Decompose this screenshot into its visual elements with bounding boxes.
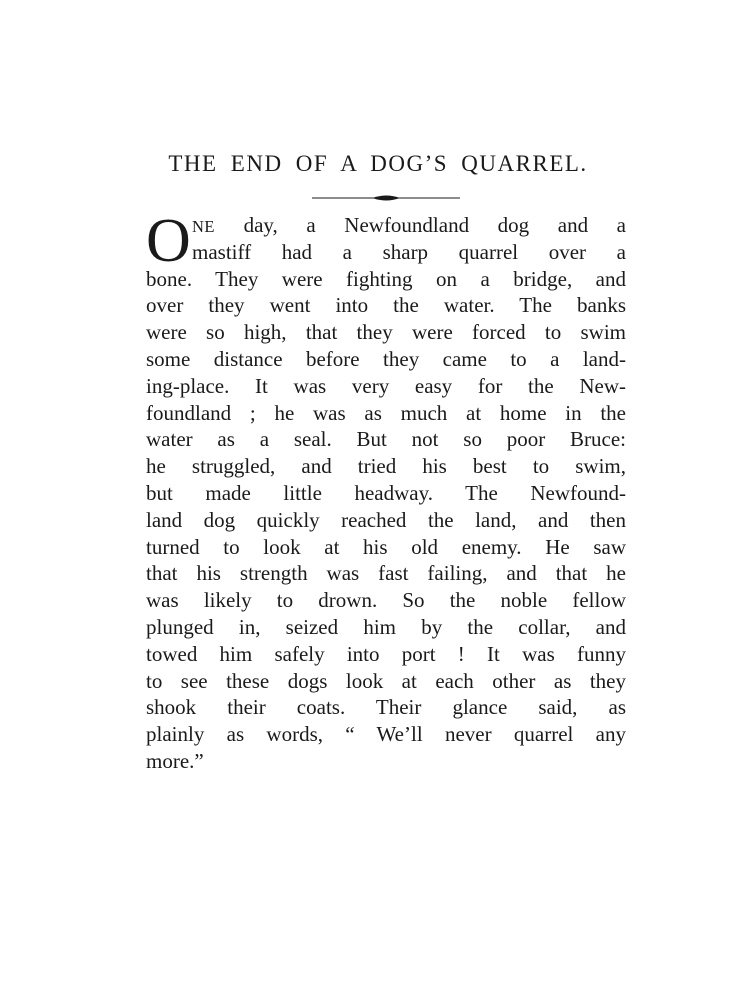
text-line: that his strength was fast failing, and that he [146,561,626,586]
drop-cap: O [146,207,191,275]
text-line: he struggled, and tried his best to swim, [146,454,626,479]
title-ornament-rule [312,194,460,202]
text-line [146,212,626,239]
text-line: turned to look at his old enemy. He saw [146,534,626,559]
text-line: more.” [146,748,204,773]
text-line: but made little headway. The Newfound- [146,480,626,505]
text-line-content: day, a Newfoundland dog and a [215,213,626,237]
text-line: shook their coats. Their glance said, as [146,695,626,720]
text-line: towed him safely into port ! It was funny [146,641,626,666]
text-line: some distance before they came to a land- [146,346,626,371]
text-line: to see these dogs look at each other as they [146,668,626,693]
text-line: water as a seal. But not so poor Bruce: [146,427,626,452]
text-line: bone. They were fighting on a bridge, and [146,266,626,291]
text-line: over they went into the water. The banks [146,293,626,318]
text-line: plunged in, seized him by the collar, and [146,614,626,639]
story-title: THE END OF A DOG’S QUARREL. [168,151,588,176]
text-line: land dog quickly reached the land, and then [146,507,626,532]
text-line: mastiff had a sharp quarrel over a [192,239,626,264]
text-line: foundland ; he was as much at home in the [146,400,626,425]
text-line: were so high, that they were forced to swim [146,320,626,345]
text-line: was likely to drown. So the noble fellow [146,588,626,613]
text-line: plainly as words, “ We’ll never quarrel any [146,722,626,747]
text-line: ing-place. It was very easy for the New- [146,373,626,398]
story-body [146,207,626,775]
first-word-smallcaps: NE [192,217,215,236]
